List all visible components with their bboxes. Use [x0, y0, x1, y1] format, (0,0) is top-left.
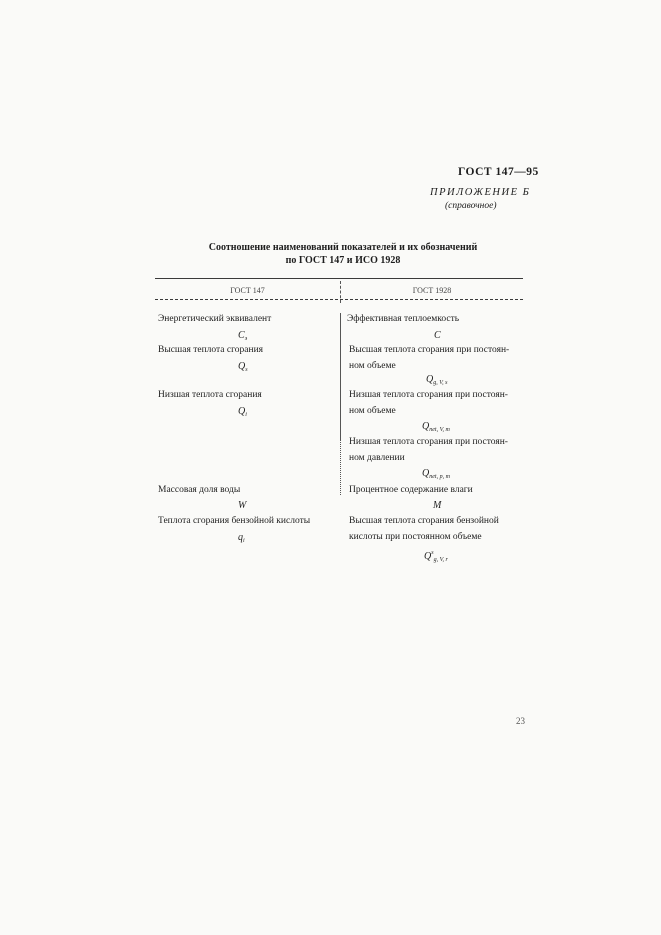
appendix-note: (справочное): [445, 201, 497, 211]
left-row-name: Энергетический эквивалент: [158, 314, 272, 324]
right-row-symbol: $Q^s_{g, V, r}$: [424, 550, 448, 563]
right-row-symbol: M: [433, 500, 442, 511]
body-column-divider: [340, 313, 341, 441]
appendix-title: ПРИЛОЖЕНИЕ Б: [430, 187, 531, 198]
right-row-line1: Эффективная теплоемкость: [347, 314, 460, 324]
table-top-rule: [155, 278, 523, 279]
left-row-name: Теплота сгорания бензойной кислоты: [158, 516, 311, 526]
left-row-name: Массовая доля воды: [158, 485, 241, 495]
right-row-line1: Высшая теплота сгорания бензойной: [349, 516, 499, 526]
left-row-name: Низшая теплота сгорания: [158, 390, 262, 400]
right-row-line1: Низшая теплота сгорания при постоян-: [349, 437, 508, 447]
right-row-symbol: C: [434, 330, 441, 341]
right-row-line2: ном объеме: [349, 406, 396, 416]
table-header-rule: [155, 299, 523, 300]
left-row-symbol: $C_э$: [238, 330, 248, 342]
document-code: ГОСТ 147—95: [458, 166, 539, 178]
column-header-gost147: ГОСТ 147: [230, 286, 265, 295]
right-row-symbol: $Q_{net, V, m}$: [422, 421, 450, 433]
left-row-name: Высшая теплота сгорания: [158, 345, 264, 355]
table-title-line1: Соотношение наименований показателей и их обозначений: [208, 242, 478, 253]
right-row-line1: Процентное содержание влаги: [349, 485, 473, 495]
page-number: 23: [516, 716, 525, 726]
table-title-line2: по ГОСТ 147 и ИСО 1928: [285, 255, 401, 266]
right-row-line2: кислоты при постоянном объеме: [349, 532, 482, 542]
right-row-symbol: $Q_{g, V, s}$: [426, 374, 448, 386]
left-row-symbol: $Q_i$: [238, 406, 247, 418]
right-row-symbol: $Q_{net, p, m}$: [422, 468, 450, 480]
right-row-line1: Высшая теплота сгорания при постоян-: [349, 345, 510, 355]
left-row-symbol: W: [238, 500, 247, 511]
left-row-symbol: $Q_s$: [238, 361, 248, 373]
right-row-line2: ном давлении: [349, 453, 405, 463]
column-header-iso1928: ГОСТ 1928: [412, 286, 452, 295]
left-row-symbol: $q_i$: [238, 532, 245, 544]
right-row-line1: Низшая теплота сгорания при постоян-: [349, 390, 508, 400]
right-row-line2: ном объеме: [349, 361, 396, 371]
body-column-divider-lower: [340, 435, 341, 495]
